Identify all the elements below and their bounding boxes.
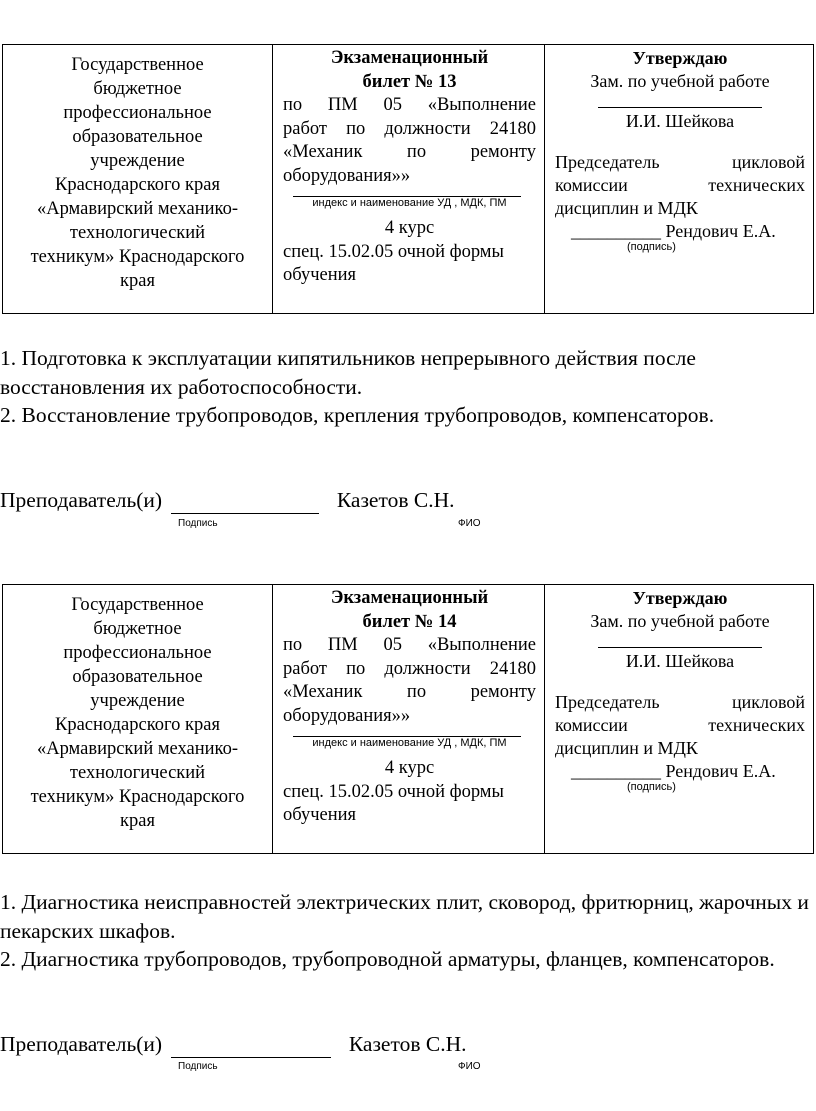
institution-line: края (120, 271, 155, 291)
institution-line: бюджетное (93, 619, 182, 639)
signature-line (171, 1032, 331, 1058)
institution-line: края (120, 811, 155, 831)
exam-title: Экзаменационный (330, 48, 489, 68)
chair-line: комиссии технических (555, 175, 805, 195)
question-1: 1. Подготовка к эксплуатации кипятильников непрерывного действия после восстановления их работоспособности. (0, 346, 696, 399)
institution-line: «Армавирский механико- (36, 199, 239, 219)
institution-line: «Армавирский механико- (36, 739, 239, 759)
sign-caption: (подпись) (627, 781, 676, 793)
chair-line: Председатель цикловой (555, 692, 805, 712)
course: 4 курс (384, 218, 435, 238)
ticket-header-table (2, 584, 814, 854)
questions (0, 344, 816, 430)
teacher-name: Казетов С.Н. (336, 488, 455, 512)
caption-fio: ФИО (458, 518, 481, 529)
spec: спец. 15.02.05 очной формы (283, 781, 504, 802)
module-line: по ПМ 05 «Выполнение (283, 635, 536, 655)
chair-line: комиссии технических (555, 715, 805, 735)
ticket-number: билет № 13 (362, 71, 457, 92)
institution-line: Краснодарского края (55, 715, 220, 735)
approve-role: Зам. по учебной работе (590, 611, 770, 631)
institution-line: Государственное (71, 55, 204, 75)
caption-sign: Подпись (178, 518, 218, 529)
approval-cell (545, 45, 813, 313)
institution-line: Государственное (71, 595, 204, 615)
signature-line (171, 488, 319, 514)
chair-name: __________ Рендович Е.А. (571, 761, 776, 781)
caption-sign: Подпись (178, 1061, 218, 1072)
ticket-info-cell (273, 585, 545, 853)
module-line: оборудования»» (283, 165, 411, 186)
approve-name: И.И. Шейкова (625, 651, 735, 671)
ticket-info-cell (273, 45, 545, 313)
module-line: работ по должности 24180 (283, 118, 536, 139)
course: 4 курс (384, 758, 435, 778)
module-line: оборудования»» (283, 705, 411, 726)
question-2: 2. Восстановление трубопроводов, крепления трубопроводов, компенсаторов. (0, 403, 715, 427)
approve-sign-line (598, 107, 762, 108)
question-2: 2. Диагностика трубопроводов, трубопроводной арматуры, фланцев, компенсаторов. (0, 947, 775, 971)
module-line: «Механик по ремонту (283, 142, 536, 162)
teacher-label: Преподаватель(и) (0, 1032, 163, 1056)
teacher-signature (0, 1032, 467, 1058)
institution-line: техникум» Краснодарского (30, 247, 245, 267)
approve-title: Утверждаю (632, 48, 728, 68)
exam-title: Экзаменационный (330, 588, 489, 608)
chair-line: дисциплин и МДК (555, 198, 698, 218)
module-line: работ по должности 24180 (283, 658, 536, 679)
teacher-signature (0, 488, 455, 514)
institution-line: Краснодарского края (55, 175, 220, 195)
index-caption: индекс и наименование УД , МДК, ПМ (312, 197, 507, 209)
approve-role: Зам. по учебной работе (590, 71, 770, 91)
institution-line: образовательное (72, 667, 203, 687)
module-line: «Механик по ремонту (283, 682, 536, 702)
institution-line: учреждение (90, 151, 185, 171)
approval-cell (545, 585, 813, 853)
chair-line: дисциплин и МДК (555, 738, 698, 758)
ticket-number: билет № 14 (362, 611, 457, 632)
institution-line: учреждение (90, 691, 185, 711)
institution-line: технологический (69, 763, 206, 783)
approve-sign-line (598, 647, 762, 648)
spec: спец. 15.02.05 очной формы (283, 241, 504, 262)
caption-fio: ФИО (458, 1061, 481, 1072)
module-line: по ПМ 05 «Выполнение (283, 95, 536, 115)
institution-line: профессиональное (63, 643, 212, 663)
sign-caption: (подпись) (627, 241, 676, 253)
index-caption: индекс и наименование УД , МДК, ПМ (312, 737, 507, 749)
chair-line: Председатель цикловой (555, 152, 805, 172)
institution-line: бюджетное (93, 79, 182, 99)
institution-line: техникум» Краснодарского (30, 787, 245, 807)
ticket-header-table (2, 44, 814, 314)
spec-form: обучения (283, 265, 357, 285)
chair-name: __________ Рендович Е.А. (571, 221, 776, 241)
teacher-label: Преподаватель(и) (0, 488, 163, 512)
spec-form: обучения (283, 805, 357, 825)
question-1: 1. Диагностика неисправностей электрических плит, сковород, фритюрниц, жарочных и пекарских шкафов. (0, 890, 809, 943)
institution-cell (3, 45, 273, 313)
teacher-name: Казетов С.Н. (348, 1032, 467, 1056)
institution-line: образовательное (72, 127, 203, 147)
institution-cell (3, 585, 273, 853)
approve-name: И.И. Шейкова (625, 111, 735, 131)
questions (0, 888, 816, 974)
institution-line: технологический (69, 223, 206, 243)
approve-title: Утверждаю (632, 588, 728, 608)
institution-line: профессиональное (63, 103, 212, 123)
